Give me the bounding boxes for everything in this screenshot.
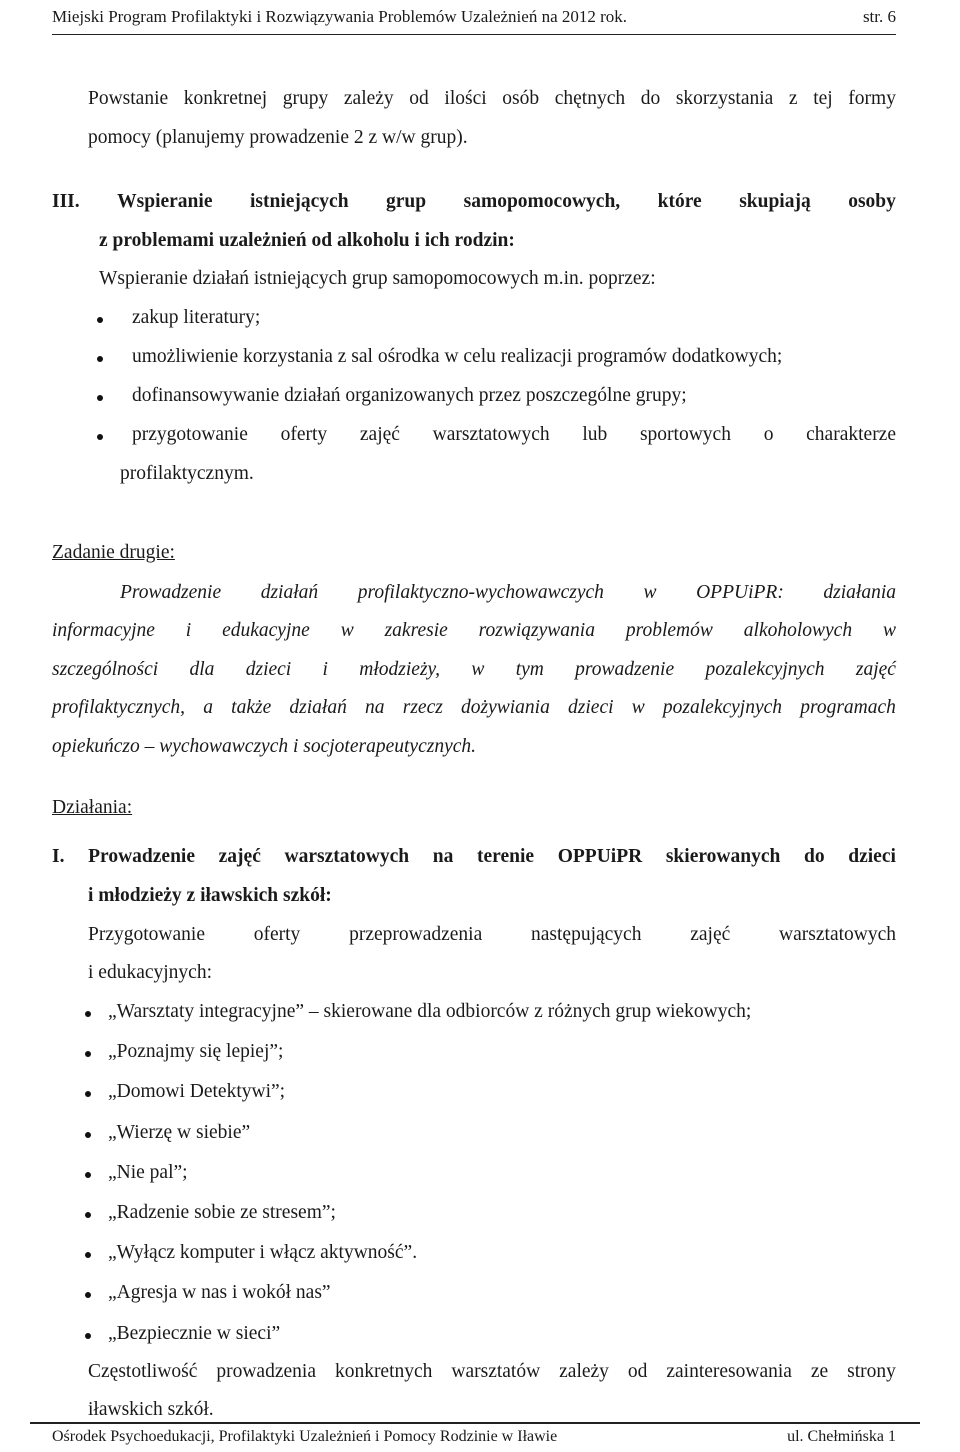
word: w: [631, 697, 645, 718]
word: grupy: [282, 88, 329, 109]
word: tym: [515, 659, 544, 680]
bullet-icon: [85, 1252, 91, 1258]
section3-bullet-4-line-2: profilaktycznym.: [120, 463, 254, 484]
task2-heading: Zadanie drugie:: [52, 542, 175, 563]
workshop-item: „Poznajmy się lepiej”;: [108, 1041, 284, 1062]
word: w: [340, 620, 354, 641]
section3-heading-line-1: [52, 191, 896, 213]
word: w: [643, 582, 657, 603]
bullet-icon: [85, 1132, 91, 1138]
word: Częstotliwość: [88, 1361, 198, 1382]
word: zakresie: [384, 620, 448, 641]
word: warsztatowych: [284, 846, 410, 867]
word: informacyjne: [52, 620, 155, 641]
word: profilaktyczno-wychowawczych: [357, 582, 604, 603]
page-number: str. 6: [862, 7, 896, 26]
word: dla: [189, 659, 215, 680]
word: szczególności: [52, 659, 159, 680]
word: działań: [260, 582, 319, 603]
word: alkoholowych: [743, 620, 853, 641]
word: charakterze: [806, 424, 896, 445]
task2-line-5: opiekuńczo – wychowawczych i socjoterapeutycznych.: [52, 736, 477, 757]
word: Wspieranie: [117, 191, 213, 212]
footer-organization: Ośrodek Psychoedukacji, Profilaktyki Uzależnień i Pomocy Rodzinie w Iławie: [52, 1428, 558, 1445]
word: grup: [386, 191, 427, 212]
actions-section1-line-2: i młodzieży z iławskich szkół:: [88, 885, 332, 906]
word: dzieci: [245, 659, 292, 680]
word: prowadzenia: [216, 1361, 316, 1382]
word: także: [231, 697, 272, 718]
task2-line-1: [120, 582, 896, 604]
workshop-item: „Radzenie sobie ze stresem”;: [108, 1202, 336, 1223]
section3-bullet: umożliwienie korzystania z sal ośrodka w celu realizacji programów dodatkowych;: [132, 346, 783, 367]
word: warsztatowych: [432, 424, 550, 445]
word: w: [471, 659, 485, 680]
word: dzieci: [848, 846, 896, 867]
workshop-item: „Wyłącz komputer i włącz aktywność”.: [108, 1242, 418, 1263]
word: działania: [823, 582, 896, 603]
word: osób: [502, 88, 540, 109]
word: Prowadzenie: [88, 846, 195, 867]
word: warsztatowych: [779, 924, 896, 945]
word: Powstanie: [88, 88, 169, 109]
intro-line-2: pomocy (planujemy prowadzenie 2 z w/w grup).: [88, 127, 468, 148]
word: i: [322, 659, 328, 680]
word: samopomocowych,: [463, 191, 621, 212]
word: zajęć: [855, 659, 896, 680]
word: skierowanych: [665, 846, 781, 867]
word: problemów: [625, 620, 713, 641]
section3-bullet: zakup literatury;: [132, 307, 261, 328]
word: które: [657, 191, 702, 212]
word: konkretnej: [183, 88, 268, 109]
word: w: [882, 620, 896, 641]
word: skorzystania: [675, 88, 774, 109]
word: młodzieży,: [359, 659, 441, 680]
word: rozwiązywania: [478, 620, 595, 641]
word: zależy: [559, 1361, 609, 1382]
word: OPPUiPR: [557, 846, 643, 867]
bullet-icon: [85, 1011, 91, 1017]
word: na: [432, 846, 454, 867]
word: formy: [848, 88, 896, 109]
workshop-item: „Nie pal”;: [108, 1162, 188, 1183]
bullet-icon: [85, 1091, 91, 1097]
word: skupiają: [739, 191, 811, 212]
footer-address: ul. Chełmińska 1: [787, 1428, 896, 1445]
page-footer: [52, 1428, 896, 1446]
footer-divider: [30, 1422, 920, 1424]
bullet-icon: [97, 395, 103, 401]
workshop-item: „Warsztaty integracyjne” – skierowane dla odbiorców z różnych grup wiekowych;: [108, 1001, 752, 1022]
word: ilości: [444, 88, 487, 109]
bullet-icon: [85, 1172, 91, 1178]
word: działań: [289, 697, 347, 718]
word: chętnych: [554, 88, 626, 109]
word: Przygotowanie: [88, 924, 205, 945]
word: osoby: [848, 191, 896, 212]
word: rzecz: [402, 697, 443, 718]
word: dożywiania: [461, 697, 550, 718]
word: konkretnych: [334, 1361, 433, 1382]
word: a: [203, 697, 213, 718]
word: strony: [847, 1361, 896, 1382]
task2-line-2: [52, 620, 896, 642]
workshop-item: „Domowi Detektywi”;: [108, 1081, 286, 1102]
section3-lead: Wspieranie działań istniejących grup samopomocowych m.in. poprzez:: [99, 268, 656, 289]
word: następujących: [531, 924, 642, 945]
task2-line-3: [52, 659, 896, 681]
word: programach: [800, 697, 896, 718]
section3-heading-line-2: z problemami uzależnień od alkoholu i ich rodzin:: [99, 230, 515, 251]
workshop-item: „Wierzę w siebie”: [108, 1122, 251, 1143]
bullet-icon: [97, 317, 103, 323]
word: zajęć: [359, 424, 400, 445]
word: z: [788, 88, 798, 109]
word: III.: [52, 191, 80, 212]
bullet-icon: [85, 1212, 91, 1218]
workshop-item: „Agresja w nas i wokół nas”: [108, 1282, 331, 1303]
word: OPPUiPR:: [696, 582, 784, 603]
word: warsztatów: [451, 1361, 541, 1382]
word: przygotowanie: [132, 424, 248, 445]
word: o: [763, 424, 774, 445]
word: przeprowadzenia: [349, 924, 483, 945]
word: zainteresowania: [666, 1361, 792, 1382]
bullet-icon: [97, 356, 103, 362]
actions-section1-line-1: [52, 846, 896, 868]
word: pozalekcyjnych: [705, 659, 825, 680]
closing-line-2: iławskich szkół.: [88, 1399, 214, 1420]
word: dzieci: [568, 697, 614, 718]
word: na: [365, 697, 385, 718]
word: od: [409, 88, 429, 109]
word: i: [185, 620, 192, 641]
bullet-icon: [85, 1051, 91, 1057]
offer-line-2: i edukacyjnych:: [88, 962, 212, 983]
bullet-icon: [85, 1333, 91, 1339]
word: zajęć: [218, 846, 261, 867]
word: Prowadzenie: [120, 582, 222, 603]
word: zależy: [343, 88, 394, 109]
closing-line-1: [88, 1361, 896, 1383]
word: oferty: [253, 924, 301, 945]
word: terenie: [477, 846, 535, 867]
bullet-icon: [97, 434, 103, 440]
word: edukacyjne: [222, 620, 310, 641]
word: istniejących: [249, 191, 349, 212]
offer-line-1: [88, 924, 896, 946]
bullet-icon: [85, 1292, 91, 1298]
word: profilaktycznych,: [52, 697, 186, 718]
word: pozalekcyjnych: [662, 697, 783, 718]
section3-bullet: dofinansowywanie działań organizowanych przez poszczególne grupy;: [132, 385, 687, 406]
header-title: Miejski Program Profilaktyki i Rozwiązywania Problemów Uzależnień na 2012 rok.: [52, 7, 628, 26]
intro-line-1: [88, 88, 896, 110]
word: prowadzenie: [575, 659, 675, 680]
word: sportowych: [639, 424, 731, 445]
word: lub: [582, 424, 608, 445]
workshop-item: „Bezpiecznie w sieci”: [108, 1323, 281, 1344]
word: od: [627, 1361, 648, 1382]
word: oferty: [280, 424, 328, 445]
word: do: [804, 846, 825, 867]
section3-bullet-4-line-1: [132, 424, 896, 446]
word: zajęć: [690, 924, 731, 945]
word: tej: [813, 88, 833, 109]
actions-heading: Działania:: [52, 797, 133, 818]
word: ze: [810, 1361, 829, 1382]
header-divider: [52, 34, 896, 35]
task2-line-4: [52, 697, 896, 719]
word: I.: [52, 846, 65, 867]
word: do: [640, 88, 661, 109]
page-header: [52, 2, 896, 32]
